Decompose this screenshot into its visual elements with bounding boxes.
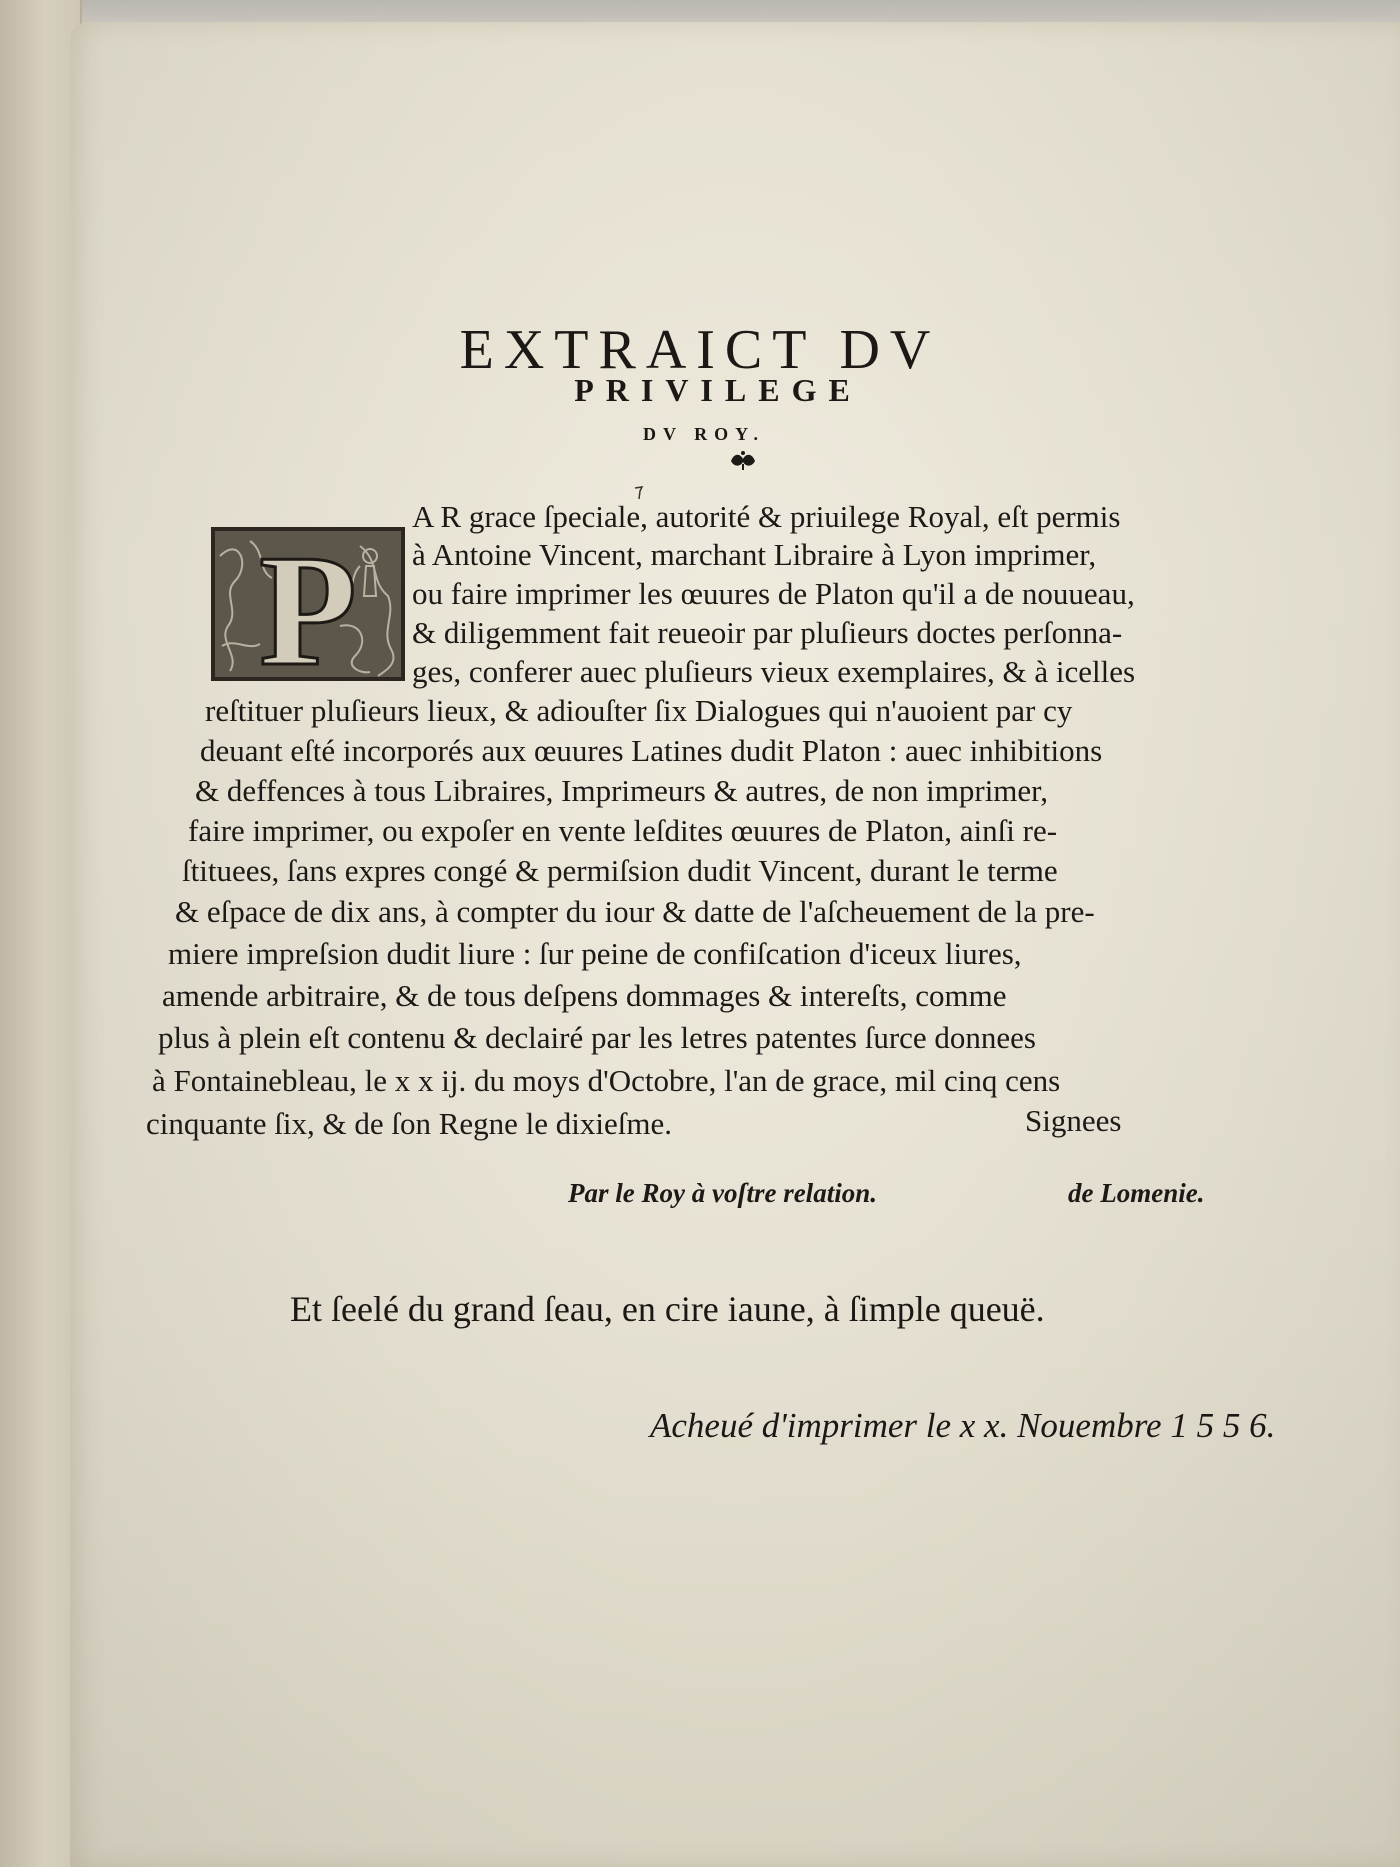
body-line: ges, conferer auec pluſieurs vieux exemplaires, & à icelles <box>412 654 1136 689</box>
title-line-2: PRIVILEGE <box>574 372 862 408</box>
signature-left: Par le Roy à voſtre relation. <box>568 1178 877 1208</box>
colophon: Acheué d'imprimer le x x. Nouembre 1 5 5 6. <box>650 1406 1276 1445</box>
body-line: & eſpace de dix ans, à compter du iour & datte de l'aſcheuement de la pre- <box>175 894 1095 929</box>
printer-mark-icon <box>634 486 644 500</box>
body-line: faire imprimer, ou expoſer en vente leſdites œuures de Platon, ainſi re- <box>188 813 1058 848</box>
fleuron-ornament-icon <box>728 449 758 471</box>
body-line: cinquante ſix, & de ſon Regne le dixieſme. <box>146 1106 673 1141</box>
signature-right: de Lomenie. <box>1068 1178 1205 1208</box>
body-line: miere impreſsion dudit liure : ſur peine de confiſcation d'iceux liures, <box>168 936 1022 971</box>
body-line: & deffences à tous Libraires, Imprimeurs & autres, de non imprimer, <box>195 773 1049 808</box>
body-line: ſtituees, ſans expres congé & permiſsion dudit Vincent, durant le terme <box>182 853 1058 888</box>
title-line-1: EXTRAICT DV <box>459 319 941 381</box>
decorated-initial-p <box>210 526 406 682</box>
body-line: amende arbitraire, & de tous deſpens dommages & intereſts, comme <box>162 978 1007 1013</box>
body-line: plus à plein eſt contenu & declairé par les letres patentes ſurce donnees <box>158 1020 1036 1055</box>
signees-label: Signees <box>1025 1103 1122 1138</box>
body-line: reſtituer pluſieurs lieux, & adiouſter ſix Dialogues qui n'auoient par cy <box>205 693 1073 728</box>
initial-letter: P <box>259 526 357 682</box>
body-line: A R grace ſpeciale, autorité & priuilege Royal, eſt permis <box>412 499 1121 534</box>
body-line: ou faire imprimer les œuures de Platon qu'il a de nouueau, <box>412 576 1135 611</box>
body-line: deuant eſté incorporés aux œuures Latines dudit Platon : auec inhibitions <box>200 733 1103 768</box>
body-line: & diligemment fait reueoir par pluſieurs doctes perſonna- <box>412 615 1123 650</box>
seal-statement: Et ſeelé du grand ſeau, en cire iaune, à ſimple queuë. <box>290 1289 1045 1329</box>
body-line: à Fontainebleau, le x x ij. du moys d'Octobre, l'an de grace, mil cinq cens <box>152 1063 1061 1098</box>
body-line: à Antoine Vincent, marchant Libraire à Lyon imprimer, <box>412 537 1097 572</box>
title-line-3: DV ROY. <box>642 424 766 444</box>
